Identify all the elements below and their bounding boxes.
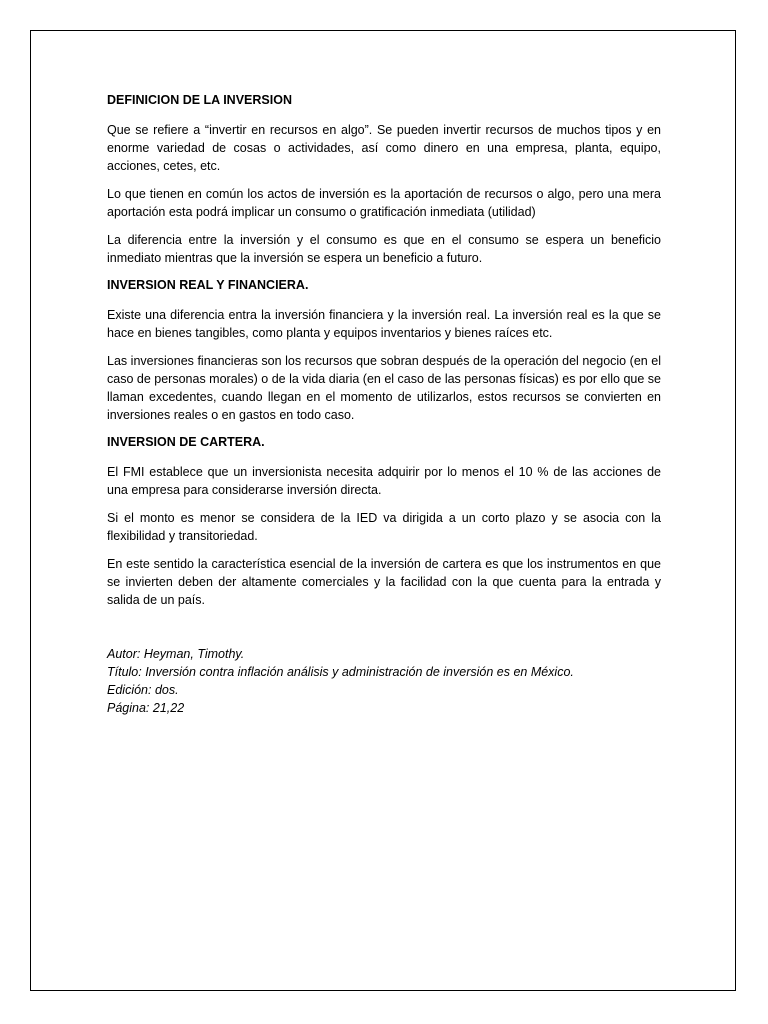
paragraph: Que se refiere a “invertir en recursos en algo”. Se pueden invertir recursos de muchos tipos y en enorme variedad de cosas o actividades, así como dinero en una empresa, planta, equipo, acciones, cetes, etc. [107,123,661,173]
section-heading: INVERSION DE CARTERA. [107,435,265,449]
paragraph: Si el monto es menor se considera de la IED va dirigida a un corto plazo y se asocia con la flexibilidad y transitoriedad. [107,511,661,543]
section-cartera [107,434,661,609]
section-definicion [107,92,661,267]
section-heading: INVERSION REAL Y FINANCIERA. [107,278,309,292]
document-body [107,92,661,717]
paragraph: En este sentido la característica esencial de la inversión de cartera es que los instrumentos en que se invierten deben der altamente comerciales y la facilidad con la que cuenta para la entrada y salida de un país. [107,557,661,607]
paragraph: Existe una diferencia entra la inversión financiera y la inversión real. La inversión real es la que se hace en bienes tangibles, como planta y equipos inventarios y bienes raíces etc. [107,308,661,340]
citation-pages: Página: 21,22 [107,701,185,715]
paragraph: La diferencia entre la inversión y el consumo es que en el consumo se espera un beneficio inmediato mientras que la inversión se espera un beneficio a futuro. [107,233,661,265]
section-inversion-real [107,277,661,424]
paragraph: Lo que tienen en común los actos de inversión es la aportación de recursos o algo, pero una mera aportación esta podrá implicar un consumo o gratificación inmediata (utilidad) [107,187,661,219]
citation-author: Autor: Heyman, Timothy. [107,647,245,661]
section-heading: DEFINICION DE LA INVERSION [107,93,292,107]
citation-title: Título: Inversión contra inflación análisis y administración de inversión es en México. [107,665,574,679]
citation-edition: Edición: dos. [107,683,179,697]
citation-block [107,645,661,717]
paragraph: El FMI establece que un inversionista necesita adquirir por lo menos el 10 % de las acciones de una empresa para considerarse inversión directa. [107,465,661,497]
paragraph: Las inversiones financieras son los recursos que sobran después de la operación del negocio (en el caso de personas morales) o de la vida diaria (en el caso de las personas físicas) es por ello que se llaman excedentes, cuando llegan en el momento de utilizarlos, estos recursos se convierten en inversiones reales o en gastos en todo caso. [107,354,661,422]
